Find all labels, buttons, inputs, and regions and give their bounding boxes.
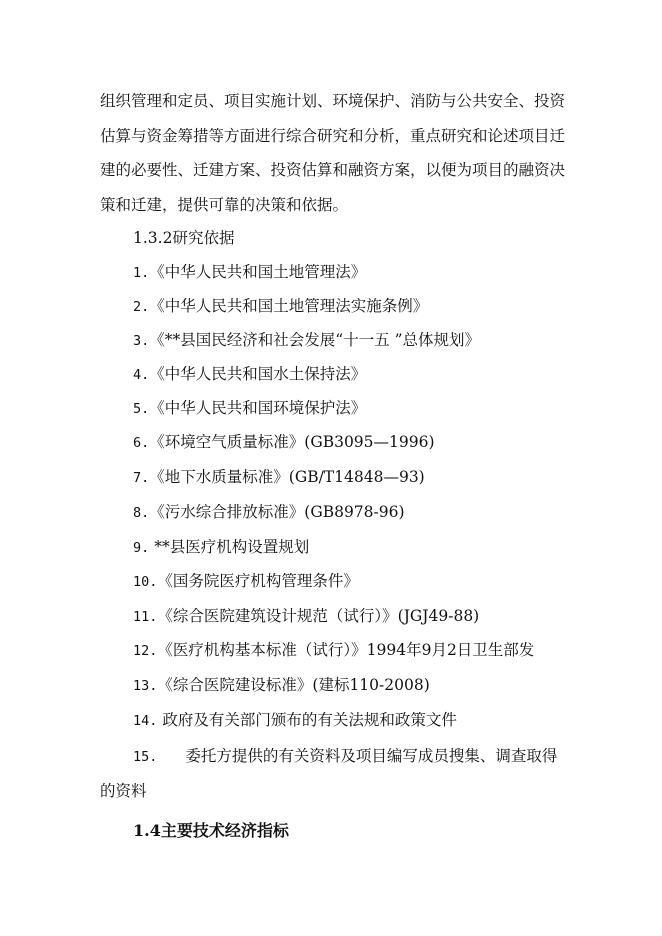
reference-text: 《中华人民共和国环境保护法》 [149, 399, 367, 417]
reference-item [133, 571, 359, 592]
reference-item [133, 640, 534, 661]
reference-number: 8. [133, 505, 150, 521]
reference-text: 《地下水质量标准》(GB/T14848—93) [149, 468, 425, 486]
reference-item [133, 398, 366, 419]
reference-text: 《综合医院建筑设计规范（试行）》(JGJ49-88) [157, 607, 480, 625]
reference-item [133, 675, 430, 696]
reference-text: 政府及有关部门颁布的有关法规和政策文件 [157, 711, 457, 729]
reference-number: 15. [133, 749, 158, 765]
reference-item [133, 262, 366, 283]
reference-text: 委托方提供的有关资料及项目编写成员搜集、调查取得的资料 [100, 747, 558, 800]
reference-number: 3. [133, 333, 150, 349]
reference-item [133, 710, 457, 731]
reference-text: 《中华人民共和国土地管理法实施条例》 [149, 297, 429, 315]
reference-item [133, 606, 479, 627]
reference-item [133, 432, 435, 453]
reference-number: 2. [133, 299, 150, 315]
reference-text: 《综合医院建设标准》(建标110-2008) [157, 676, 430, 694]
reference-number: 5. [133, 401, 150, 417]
reference-item [133, 364, 366, 385]
reference-item [133, 296, 428, 317]
reference-text: 《**县国民经济和社会发展“十一五 ”总体规划》 [149, 331, 481, 349]
reference-text: 《中华人民共和国土地管理法》 [149, 263, 367, 281]
reference-item [133, 330, 480, 351]
reference-number: 13. [133, 678, 158, 694]
reference-text: 《环境空气质量标准》(GB3095—1996) [149, 433, 435, 451]
reference-text: **县医疗机构设置规划 [149, 538, 310, 556]
reference-number: 11. [133, 609, 158, 625]
reference-item-15 [100, 739, 565, 808]
reference-item [133, 537, 309, 558]
reference-number: 4. [133, 367, 150, 383]
reference-number: 10. [133, 574, 158, 590]
reference-number: 6. [133, 435, 150, 451]
section-heading-1-4: 1.4主要技术经济指标 [133, 821, 289, 840]
reference-number: 9. [133, 540, 150, 556]
reference-text: 《中华人民共和国水土保持法》 [149, 365, 367, 383]
section-title: 1.3.2研究依据 [133, 229, 235, 247]
reference-item [133, 467, 425, 488]
reference-item [133, 502, 405, 523]
reference-text: 《医疗机构基本标准（试行）》1994年9月2日卫生部发 [157, 641, 535, 659]
reference-number: 7. [133, 470, 150, 486]
reference-text: 《国务院医疗机构管理条件》 [157, 572, 359, 590]
intro-paragraph: 组织管理和定员、项目实施计划、环境保护、消防与公共安全、投资估算与资金筹措等方面进行综合研究和分析，重点研究和论述项目迁建的必要性、迁建方案、投资估算和融资方案，以便为项目的融资决策和迁建，提供可靠的决策和依据。 [100, 92, 566, 214]
reference-number: 14. [133, 713, 158, 729]
reference-number: 12. [133, 643, 158, 659]
reference-text: 《污水综合排放标准》(GB8978-96) [149, 503, 405, 521]
reference-number: 1. [133, 265, 150, 281]
